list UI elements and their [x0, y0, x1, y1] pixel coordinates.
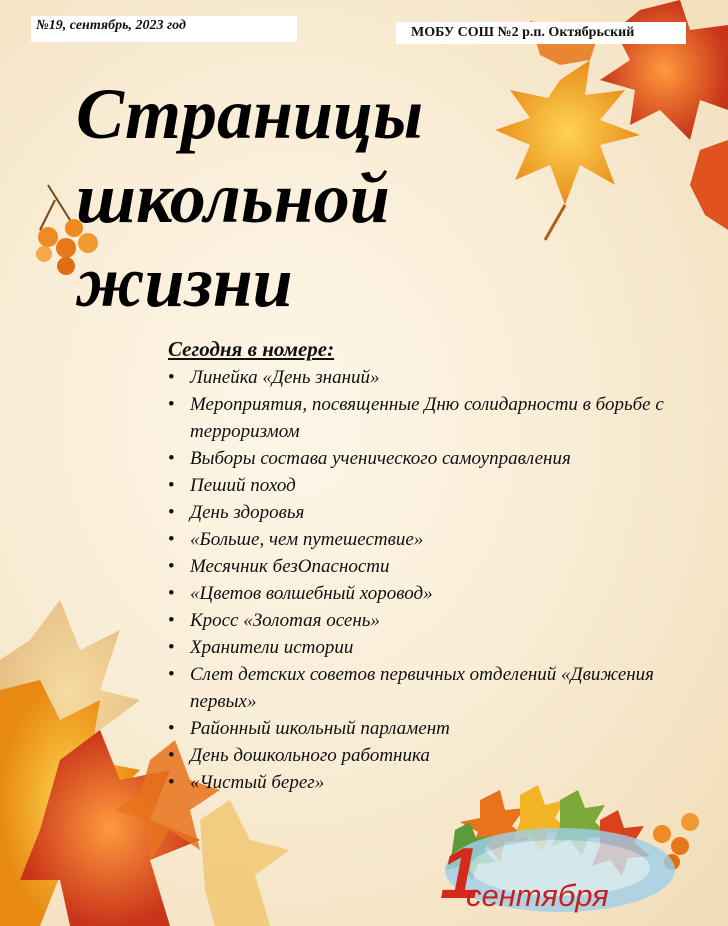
list-item: • Месячник безОпасности	[168, 553, 668, 580]
list-item: • «Больше, чем путешествие»	[168, 526, 668, 553]
list-item: • Слет детских советов первичных отделений «Движения первых»	[168, 661, 668, 715]
badge-word: сентября	[466, 878, 609, 913]
list-item: • Районный школьный парламент	[168, 715, 668, 742]
list-item: • День дошкольного работника	[168, 742, 668, 769]
title-line-2: школьной	[76, 158, 390, 238]
list-item: • Линейка «День знаний»	[168, 364, 668, 391]
maple-leaf-icon	[200, 800, 290, 926]
contents-section	[168, 336, 668, 796]
badge-number: 1	[440, 834, 481, 914]
list-item: • Пеший поход	[168, 472, 668, 499]
contents-list	[168, 364, 668, 796]
list-item: • «Цветов волшебный хоровод»	[168, 580, 668, 607]
title-line-3: жизни	[76, 242, 293, 322]
page-title	[76, 72, 496, 324]
list-item: • Хранители истории	[168, 634, 668, 661]
list-item: • «Чистый берег»	[168, 769, 668, 796]
list-item: • Выборы состава ученического самоуправления	[168, 445, 668, 472]
maple-leaf-icon	[495, 60, 640, 240]
maple-leaf-icon	[600, 0, 728, 140]
school-name: МОБУ СОШ №2 р.п. Октябрьский	[411, 25, 635, 40]
title-line-1: Страницы	[76, 74, 424, 154]
list-item: • Кросс «Золотая осень»	[168, 607, 668, 634]
contents-heading: Сегодня в номере:	[168, 337, 335, 361]
list-item: • День здоровья	[168, 499, 668, 526]
maple-leaf-icon	[690, 140, 728, 230]
issue-info: №19, сентябрь, 2023 год	[36, 18, 186, 33]
list-item: • Мероприятия, посвященные Дню солидарности в борьбе с терроризмом	[168, 391, 668, 445]
